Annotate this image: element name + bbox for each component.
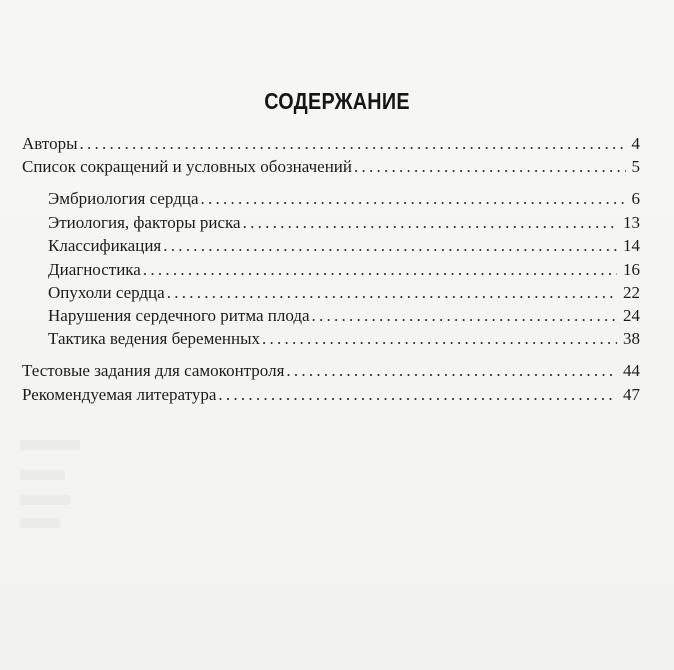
dot-leader (354, 156, 625, 178)
bleed-through-mark (20, 470, 65, 480)
toc-page-number: 5 (631, 157, 640, 176)
dot-leader (201, 188, 626, 210)
bleed-through-mark (20, 495, 70, 505)
toc-page-number: 24 (623, 306, 640, 325)
dot-leader (286, 360, 617, 382)
dot-leader (167, 282, 617, 304)
toc-page-number: 6 (631, 189, 640, 208)
bleed-through-mark (20, 440, 80, 450)
page-title: СОДЕРЖАНИЕ (264, 88, 410, 114)
toc-entry-label: Авторы (22, 134, 78, 153)
toc-entry (48, 305, 640, 327)
toc-entry (48, 259, 640, 281)
dot-leader (218, 384, 617, 406)
toc-page-number: 16 (623, 260, 640, 279)
toc-entry-label: Рекомендуемая литература (22, 385, 217, 404)
toc-entry (48, 328, 640, 350)
toc-page-number: 14 (623, 236, 640, 255)
toc-entry-label: Тактика ведения беременных (48, 329, 261, 348)
toc-entry (22, 156, 640, 178)
toc-page-number: 38 (623, 329, 640, 348)
dot-leader (80, 133, 626, 155)
toc-entry-label: Классификация (48, 236, 162, 255)
toc-entry-label: Этиология, факторы риска (48, 213, 241, 232)
toc-page-number: 44 (623, 361, 640, 380)
toc-entry-label: Тестовые задания для самоконтроля (22, 361, 285, 380)
toc-entry (48, 212, 640, 234)
dot-leader (262, 328, 617, 350)
dot-leader (312, 305, 617, 327)
toc-page-number: 13 (623, 213, 640, 232)
dot-leader (163, 235, 617, 257)
toc-entry-label: Список сокращений и условных обозначений (22, 157, 353, 176)
toc-entry (48, 235, 640, 257)
toc-entry-label: Нарушения сердечного ритма плода (48, 306, 310, 325)
toc-page-number: 22 (623, 283, 640, 302)
toc-entry (22, 360, 640, 382)
bleed-through-mark (20, 518, 60, 528)
toc-entry-label: Эмбриология сердца (48, 189, 199, 208)
toc-entry-label: Опухоли сердца (48, 283, 165, 302)
dot-leader (243, 212, 617, 234)
toc-entry (22, 133, 640, 155)
toc-page-number: 4 (631, 134, 640, 153)
toc-entry (48, 282, 640, 304)
dot-leader (143, 259, 617, 281)
toc-entry-label: Диагностика (48, 260, 141, 279)
toc-entry (22, 384, 640, 406)
toc-entry (48, 188, 640, 210)
toc-page-number: 47 (623, 385, 640, 404)
